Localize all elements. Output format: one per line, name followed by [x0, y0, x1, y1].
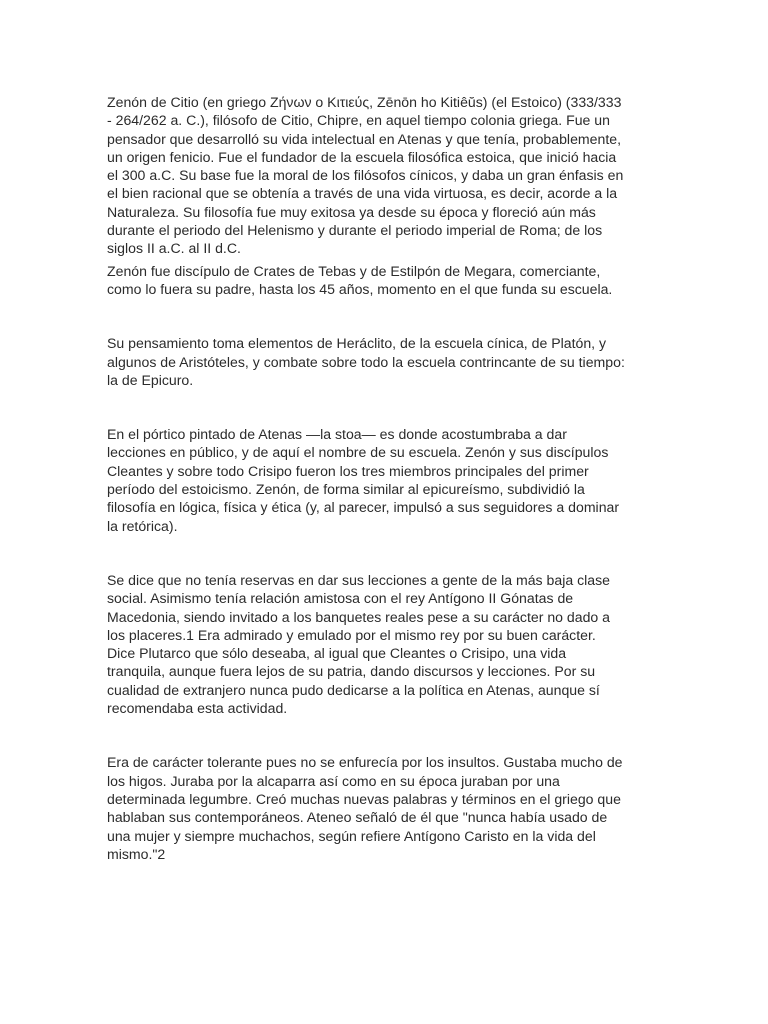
paragraph-stoa: En el pórtico pintado de Atenas —la stoa— es donde acostumbraba a dar lecciones en público, y de aquí el nombre de su escuela. Zenón y sus discípulos Cleantes y sobre todo Crisipo fueron los tres miembros principales del primer período del estoicismo. Zenón, de forma similar al epicureísmo, subdividió la filosofía en lógica, física y ética (y, al parecer, impulsó a sus seguidores a dominar la retórica). — [107, 426, 620, 534]
paragraph-lessons: Se dice que no tenía reservas en dar sus lecciones a gente de la más baja clase social. Asimismo tenía relación amistosa con el rey Antígono II Gónatas de Macedonia, siendo invitado a los banquetes reales pese a su carácter no dado a los placeres.1 Era admirado y emulado por el mismo rey por su buen carácter. Dice Plutarco que sólo deseaba, al igual que Cleantes o Crisipo, una vida tranquila, aunque fuera lejos de su patria, dando discursos y lecciones. Por su cualidad de extranjero nunca pudo dedicarse a la política en Atenas, aunque sí recomendaba esta actividad. — [107, 571, 611, 717]
document-body — [107, 93, 667, 863]
paragraph-thought: Su pensamiento toma elementos de Heráclito, de la escuela cínica, de Platón, y algunos de Aristóteles, y combate sobre todo la escuela contrincante de su tiempo: la de Epicuro. — [107, 335, 625, 388]
paragraph-character: Era de carácter tolerante pues no se enfurecía por los insultos. Gustaba mucho de los higos. Juraba por la alcaparra así como en su época juraban por una determinada legumbre. Creó muchas nuevas palabras y términos en el griego que hablaban sus contemporáneos. Ateneo señaló de él que "nunca había usado de una mujer y siempre muchachos, según refiere Antígono Caristo en la vida del mismo."2 — [107, 754, 623, 862]
paragraph-intro: Zenón de Citio (en griego Ζήνων ο Κιτιεύς, Zēnōn ho Kitiêŭs) (el Estoico) (333/333 - 264/262 a. C.), filósofo de Citio, Chipre, en aquel tiempo colonia griega. Fue un pensador que desarrolló su vida intelectual en Atenas y que tenía, probablemente, un origen fenicio. Fue el fundador de la escuela filosófica estoica, que inició hacia el 300 a.C. Su base fue la moral de los filósofos cínicos, y daba un gran énfasis en el bien racional que se obtenía a través de una vida virtuosa, es decir, acorde a la Naturaleza. Su filosofía fue muy exitosa ya desde su época y floreció aún más durante el periodo del Helenismo y durante el periodo imperial de Roma; de los siglos II a.C. al II d.C. — [107, 94, 624, 257]
paragraph-disciple: Zenón fue discípulo de Crates de Tebas y de Estilpón de Megara, comerciante, como lo fuera su padre, hasta los 45 años, momento en el que funda su escuela. — [107, 262, 613, 297]
